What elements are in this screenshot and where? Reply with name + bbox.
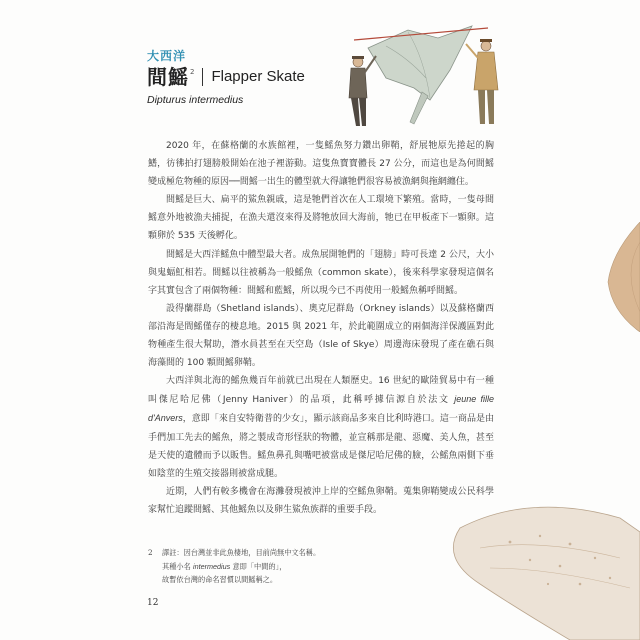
paragraph-text: ，意即「來自安特衛普的少女」，顯示該商品多來自比利時港口。這一商品是由手們加工先去的鰩魚，將之製成奇形怪狀的物體，並宣稱那是龍、惡魔、美人魚，甚至是天使的遺體而予以販售。鰩魚鼻孔與嘴吧被當成是傑尼哈尼佛的臉，公鰩魚兩側下垂如陰莖的生殖交接器則被當成腿。 — [148, 414, 494, 479]
fishermen-with-skate-illustration — [338, 18, 508, 130]
body-text — [148, 137, 494, 519]
footnote — [148, 546, 468, 587]
title-english: Flapper Skate — [211, 68, 305, 85]
footnote-number: 2 — [148, 548, 153, 557]
section-label: 大西洋 — [147, 49, 187, 63]
paragraph: 設得蘭群島（Shetland islands）、奧克尼群島（Orkney islands）以及蘇格蘭西部沿海是間鰩僅存的棲息地。2015 與 2021 年，於此範圍成立的兩個海洋保護區對此物種產生很大幫助，潛水員甚至在天空島（Isle of Skye）周邊海床發現了產在礁石與海藻間的 100 顆間鰩卵鞘。 — [148, 303, 494, 369]
footnote-text: 其種小名 — [162, 561, 194, 571]
paragraph: 間鰩是大西洋鰩魚中體型最大者。成魚展開牠們的「翅膀」時可長達 2 公尺，大小與鬼蝠魟相若。間鰩以往被稱為一般鰩魚（common skate），後來科學家發現這個名字其實包含了兩個物種：間鰩和藍鰩，所以現今已不再使用一般鰩魚稱呼間鰩。 — [148, 249, 494, 296]
scientific-name: Dipturus intermedius — [147, 94, 244, 106]
page-title: 間鰩 — [147, 65, 189, 89]
footnote-text: 譯註：因台灣並非此魚棲地，目前尚無中文名稱。 — [162, 548, 321, 557]
paragraph: 近期，人們有較多機會在海灘發現被沖上岸的空鰩魚卵鞘。蒐集卵鞘變成公民科學家幫忙追蹤間鰩、其他鰩魚以及卵生鯊魚族群的重要手段。 — [148, 486, 494, 515]
skate-fin-illustration — [602, 222, 640, 332]
title-row — [147, 64, 305, 92]
italic-phrase: jeune fille d'Anvers — [148, 394, 494, 424]
paragraph-text: 大西洋與北海的鰩魚幾百年前就已出現在人類歷史。16 世紀的歐陸貿易中有一種叫傑尼哈尼佛（Jenny Haniver）的品項，此稱呼據信源自於法文 — [148, 376, 494, 406]
paragraph: 間鰩是巨大、扁平的鯊魚親戚，這是牠們首次在人工環境下繁殖。當時，一隻母間鰩意外地被漁夫捕捉，在漁夫還沒來得及將牠放回大海前，牠已在甲板產下一顆卵。這顆卵於 535 天後孵化。 — [148, 195, 494, 242]
footnote-line — [148, 573, 468, 587]
footnote-line — [148, 546, 468, 560]
page-number: 12 — [147, 598, 159, 608]
footnote-italic: intermedius — [193, 561, 231, 571]
paragraph — [148, 372, 494, 483]
footnote-ref: 2 — [190, 68, 195, 76]
footnote-text: 意即「中間的」， — [230, 561, 287, 571]
paragraph: 2020 年，在蘇格蘭的水族館裡，一隻鰩魚努力鑽出卵鞘，舒展牠原先捲起的胸鰭，彷彿拍打翅膀般開始在池子裡游動。這隻魚寶寶體長 27 公分，而這也是為何間鰩變成極危物種的原因──間鰩一出生的體型就大得讓牠們很容易被漁網與拖網纏住。 — [148, 141, 494, 188]
footnote-line — [148, 560, 468, 574]
footnote-text: 故暫依台灣的命名習慣以間鰩稱之。 — [162, 575, 278, 584]
title-divider — [202, 68, 203, 86]
